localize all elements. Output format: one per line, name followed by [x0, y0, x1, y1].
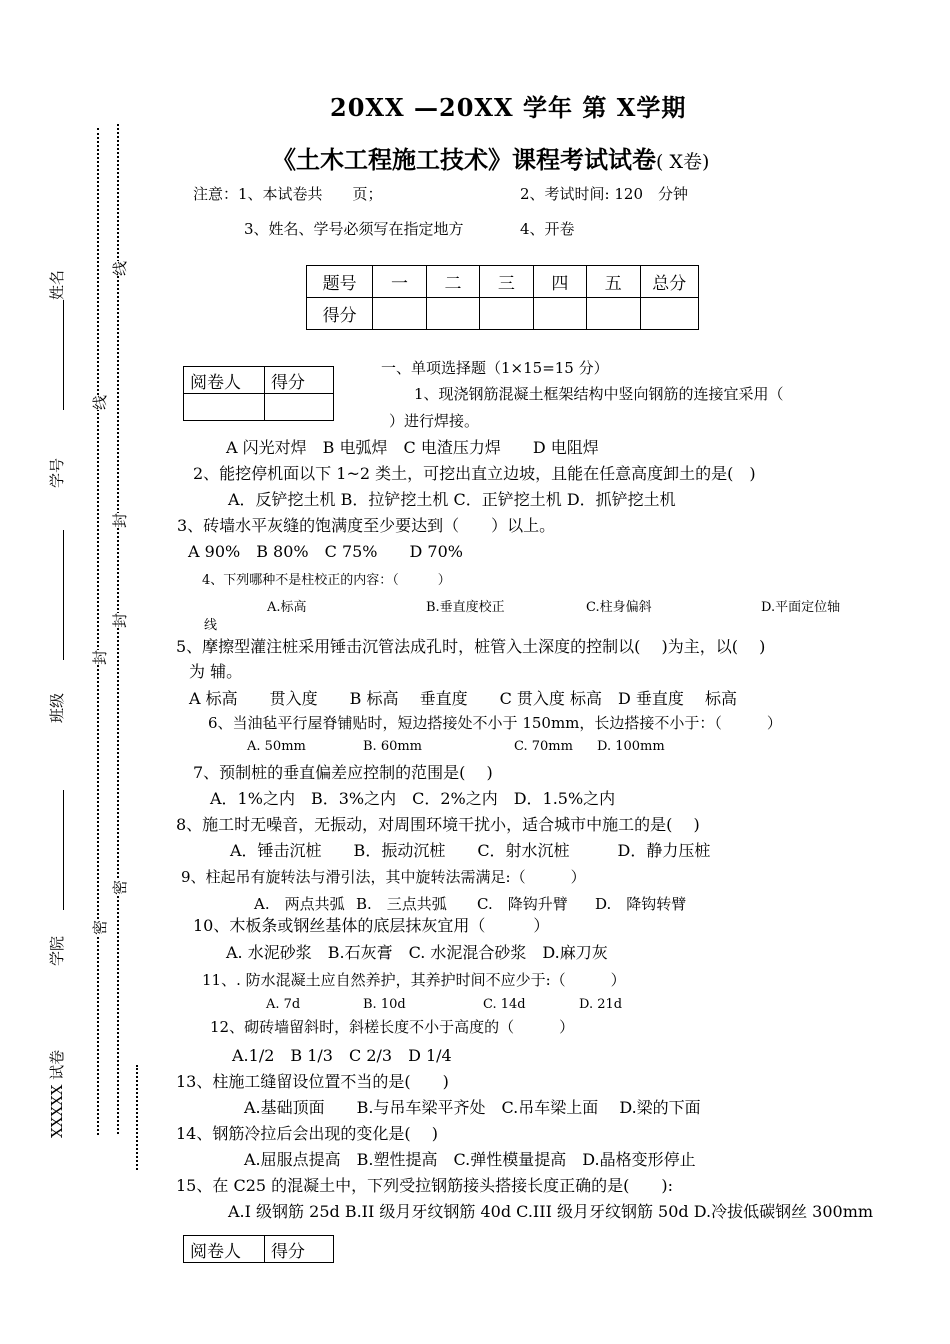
exam-course-title	[272, 140, 709, 175]
grader-label: 阅卷人	[184, 367, 265, 394]
q4-option-d: D.平面定位轴	[761, 600, 841, 615]
class-underline	[63, 790, 64, 910]
q1-stem: 1、现浇钢筋混凝土框架结构中竖向钢筋的连接宜采用（	[414, 385, 784, 403]
q12-stem: 12、砌砖墙留斜时，斜槎长度不小于高度的（ ）	[210, 1018, 575, 1036]
q10-stem: 10、木板条或钢丝基体的底层抹灰宜用（ ）	[193, 916, 550, 935]
q11-option-d: D. 21d	[579, 997, 623, 1012]
note-name-id: 3、姓名、学号必须写在指定地方	[244, 220, 464, 238]
grader-box-section1	[183, 366, 334, 421]
grader-score-label: 得分	[265, 1236, 334, 1263]
class-label: 班级	[48, 692, 66, 723]
id-underline	[63, 530, 64, 660]
q4-option-d-cont: 线	[204, 618, 218, 633]
score-cell[interactable]	[587, 298, 640, 330]
q15-stem: 15、在 C25 的混凝土中，下列受拉钢筋接头搭接长度正确的是( ):	[176, 1176, 674, 1195]
q9-option-b: B. 三点共弧	[356, 895, 447, 913]
score-header-cell: 总分	[640, 266, 698, 298]
score-cell[interactable]	[480, 298, 533, 330]
q9-option-c: C. 降钩升臂	[477, 895, 568, 913]
q9-option-d: D. 降钩转臂	[595, 895, 687, 913]
q2-stem: 2、能挖停机面以下 1~2 类土，可挖出直立边坡，且能在任意高度卸土的是( )	[193, 464, 756, 483]
score-table	[306, 265, 699, 330]
q6-option-b: B. 60mm	[363, 739, 423, 754]
q6-option-d: D. 100mm	[597, 739, 665, 754]
note-time: 2、考试时间: 120 分钟	[520, 185, 688, 203]
q2-options: A．反铲挖土机 B．拉铲挖土机 C．正铲挖土机 D．抓铲挖土机	[228, 490, 676, 509]
grader-box-section2	[183, 1235, 334, 1263]
binding-mark-xian-1: 线	[111, 260, 129, 276]
grader-signature-cell[interactable]	[184, 394, 265, 421]
score-table-score-row	[307, 298, 699, 330]
score-row-label: 得分	[307, 298, 373, 330]
paper-label: XXXXX 试卷	[48, 1049, 66, 1138]
q9-option-a: A. 两点共弧	[254, 895, 345, 913]
score-cell[interactable]	[426, 298, 479, 330]
exam-term-title: 20XX —20XX 学年 第 X学期	[330, 93, 687, 122]
binding-mark-mi-1: 密	[111, 879, 129, 895]
grader-score-label: 得分	[265, 367, 334, 394]
q13-options: A.基础顶面 B.与吊车梁平齐处 C.吊车梁上面 D.梁的下面	[244, 1098, 701, 1117]
score-header-cell: 三	[480, 266, 533, 298]
id-label: 学号	[48, 457, 66, 488]
score-header-cell: 题号	[307, 266, 373, 298]
q5-options: A 标高 贯入度 B 标高 垂直度 C 贯入度 标高 D 垂直度 标高	[189, 689, 737, 708]
q11-option-c: C. 14d	[483, 997, 526, 1012]
q11-stem: 11、. 防水混凝土应自然养护，其养护时间不应少于:（ ）	[202, 971, 626, 989]
course-title-text: 《土木工程施工技术》课程考试试卷	[272, 145, 656, 174]
paper-variant: ( X卷)	[656, 151, 710, 173]
q4-stem: 4、下列哪种不是柱校正的内容：（ ）	[202, 573, 451, 588]
name-underline	[63, 300, 64, 410]
grader-score-cell[interactable]	[265, 394, 334, 421]
score-header-cell: 四	[533, 266, 586, 298]
binding-dotted-line-bottom	[136, 1065, 138, 1170]
grader-label: 阅卷人	[184, 1236, 265, 1263]
q3-options: A 90% B 80% C 75% D 70%	[188, 542, 463, 561]
section1-title: 一、单项选择题（1×15=15 分）	[381, 359, 609, 377]
q11-option-b: B. 10d	[363, 997, 406, 1012]
q4-option-c: C.柱身偏斜	[586, 600, 652, 615]
score-header-cell: 二	[426, 266, 479, 298]
score-header-cell: 五	[587, 266, 640, 298]
score-cell[interactable]	[533, 298, 586, 330]
score-cell[interactable]	[640, 298, 698, 330]
q5-stem-cont: 为 辅。	[189, 662, 243, 681]
score-header-cell: 一	[373, 266, 426, 298]
q5-stem: 5、摩擦型灌注桩采用锤击沉管法成孔时，桩管入土深度的控制以( )为主，以( )	[176, 637, 766, 656]
binding-mark-feng-1: 封	[111, 512, 129, 528]
binding-mark-mi-2: 密	[91, 919, 109, 935]
q9-stem: 9、柱起吊有旋转法与滑引法，其中旋转法需满足:（ ）	[181, 868, 586, 886]
q6-stem: 6、当油毡平行屋脊铺贴时，短边搭接处不小于 150mm，长边搭接不小于：（ ）	[208, 714, 782, 732]
q12-options: A.1/2 B 1/3 C 2/3 D 1/4	[232, 1046, 452, 1065]
q1-options: A 闪光对焊 B 电弧焊 C 电渣压力焊 D 电阻焊	[226, 438, 599, 457]
binding-mark-feng-3: 封	[91, 649, 109, 665]
q13-stem: 13、柱施工缝留设位置不当的是( )	[176, 1072, 449, 1091]
binding-mark-xian-2: 线	[91, 394, 109, 410]
q14-stem: 14、钢筋冷拉后会出现的变化是( )	[176, 1124, 438, 1143]
q7-options: A．1%之内 B．3%之内 C．2%之内 D．1.5%之内	[210, 789, 616, 808]
q8-stem: 8、施工时无噪音，无振动，对周围环境干扰小，适合城市中施工的是( )	[176, 815, 700, 834]
q1-stem-cont: ）进行焊接。	[389, 412, 480, 430]
q8-options: A．锤击沉桩 B．振动沉桩 C．射水沉桩 D．静力压桩	[230, 841, 711, 860]
note-open-book: 4、开卷	[520, 220, 575, 238]
q7-stem: 7、预制桩的垂直偏差应控制的范围是( )	[193, 763, 493, 782]
q15-options: A.I 级钢筋 25d B.II 级月牙纹钢筋 40d C.III 级月牙纹钢筋 50d D.冷拔低碳钢丝 300mm	[228, 1202, 874, 1221]
q3-stem: 3、砖墙水平灰缝的饱满度至少要达到（ ）以上。	[177, 516, 556, 535]
q6-option-c: C. 70mm	[514, 739, 573, 754]
college-label: 学院	[48, 935, 66, 966]
score-cell[interactable]	[373, 298, 426, 330]
q11-option-a: A. 7d	[266, 997, 301, 1012]
score-table-header-row	[307, 266, 699, 298]
name-label: 姓名	[48, 269, 66, 300]
q4-option-a: A.标高	[267, 600, 307, 615]
q10-options: A. 水泥砂浆 B.石灰膏 C. 水泥混合砂浆 D.麻刀灰	[226, 943, 608, 962]
q4-option-b: B.垂直度校正	[426, 600, 505, 615]
q6-option-a: A. 50mm	[247, 739, 306, 754]
binding-dotted-line-outer	[97, 128, 99, 1135]
note-pages: 注意：1、本试卷共 页；	[193, 185, 383, 203]
q14-options: A.屈服点提高 B.塑性提高 C.弹性模量提高 D.晶格变形停止	[244, 1150, 696, 1169]
binding-mark-feng-2: 封	[111, 612, 129, 628]
